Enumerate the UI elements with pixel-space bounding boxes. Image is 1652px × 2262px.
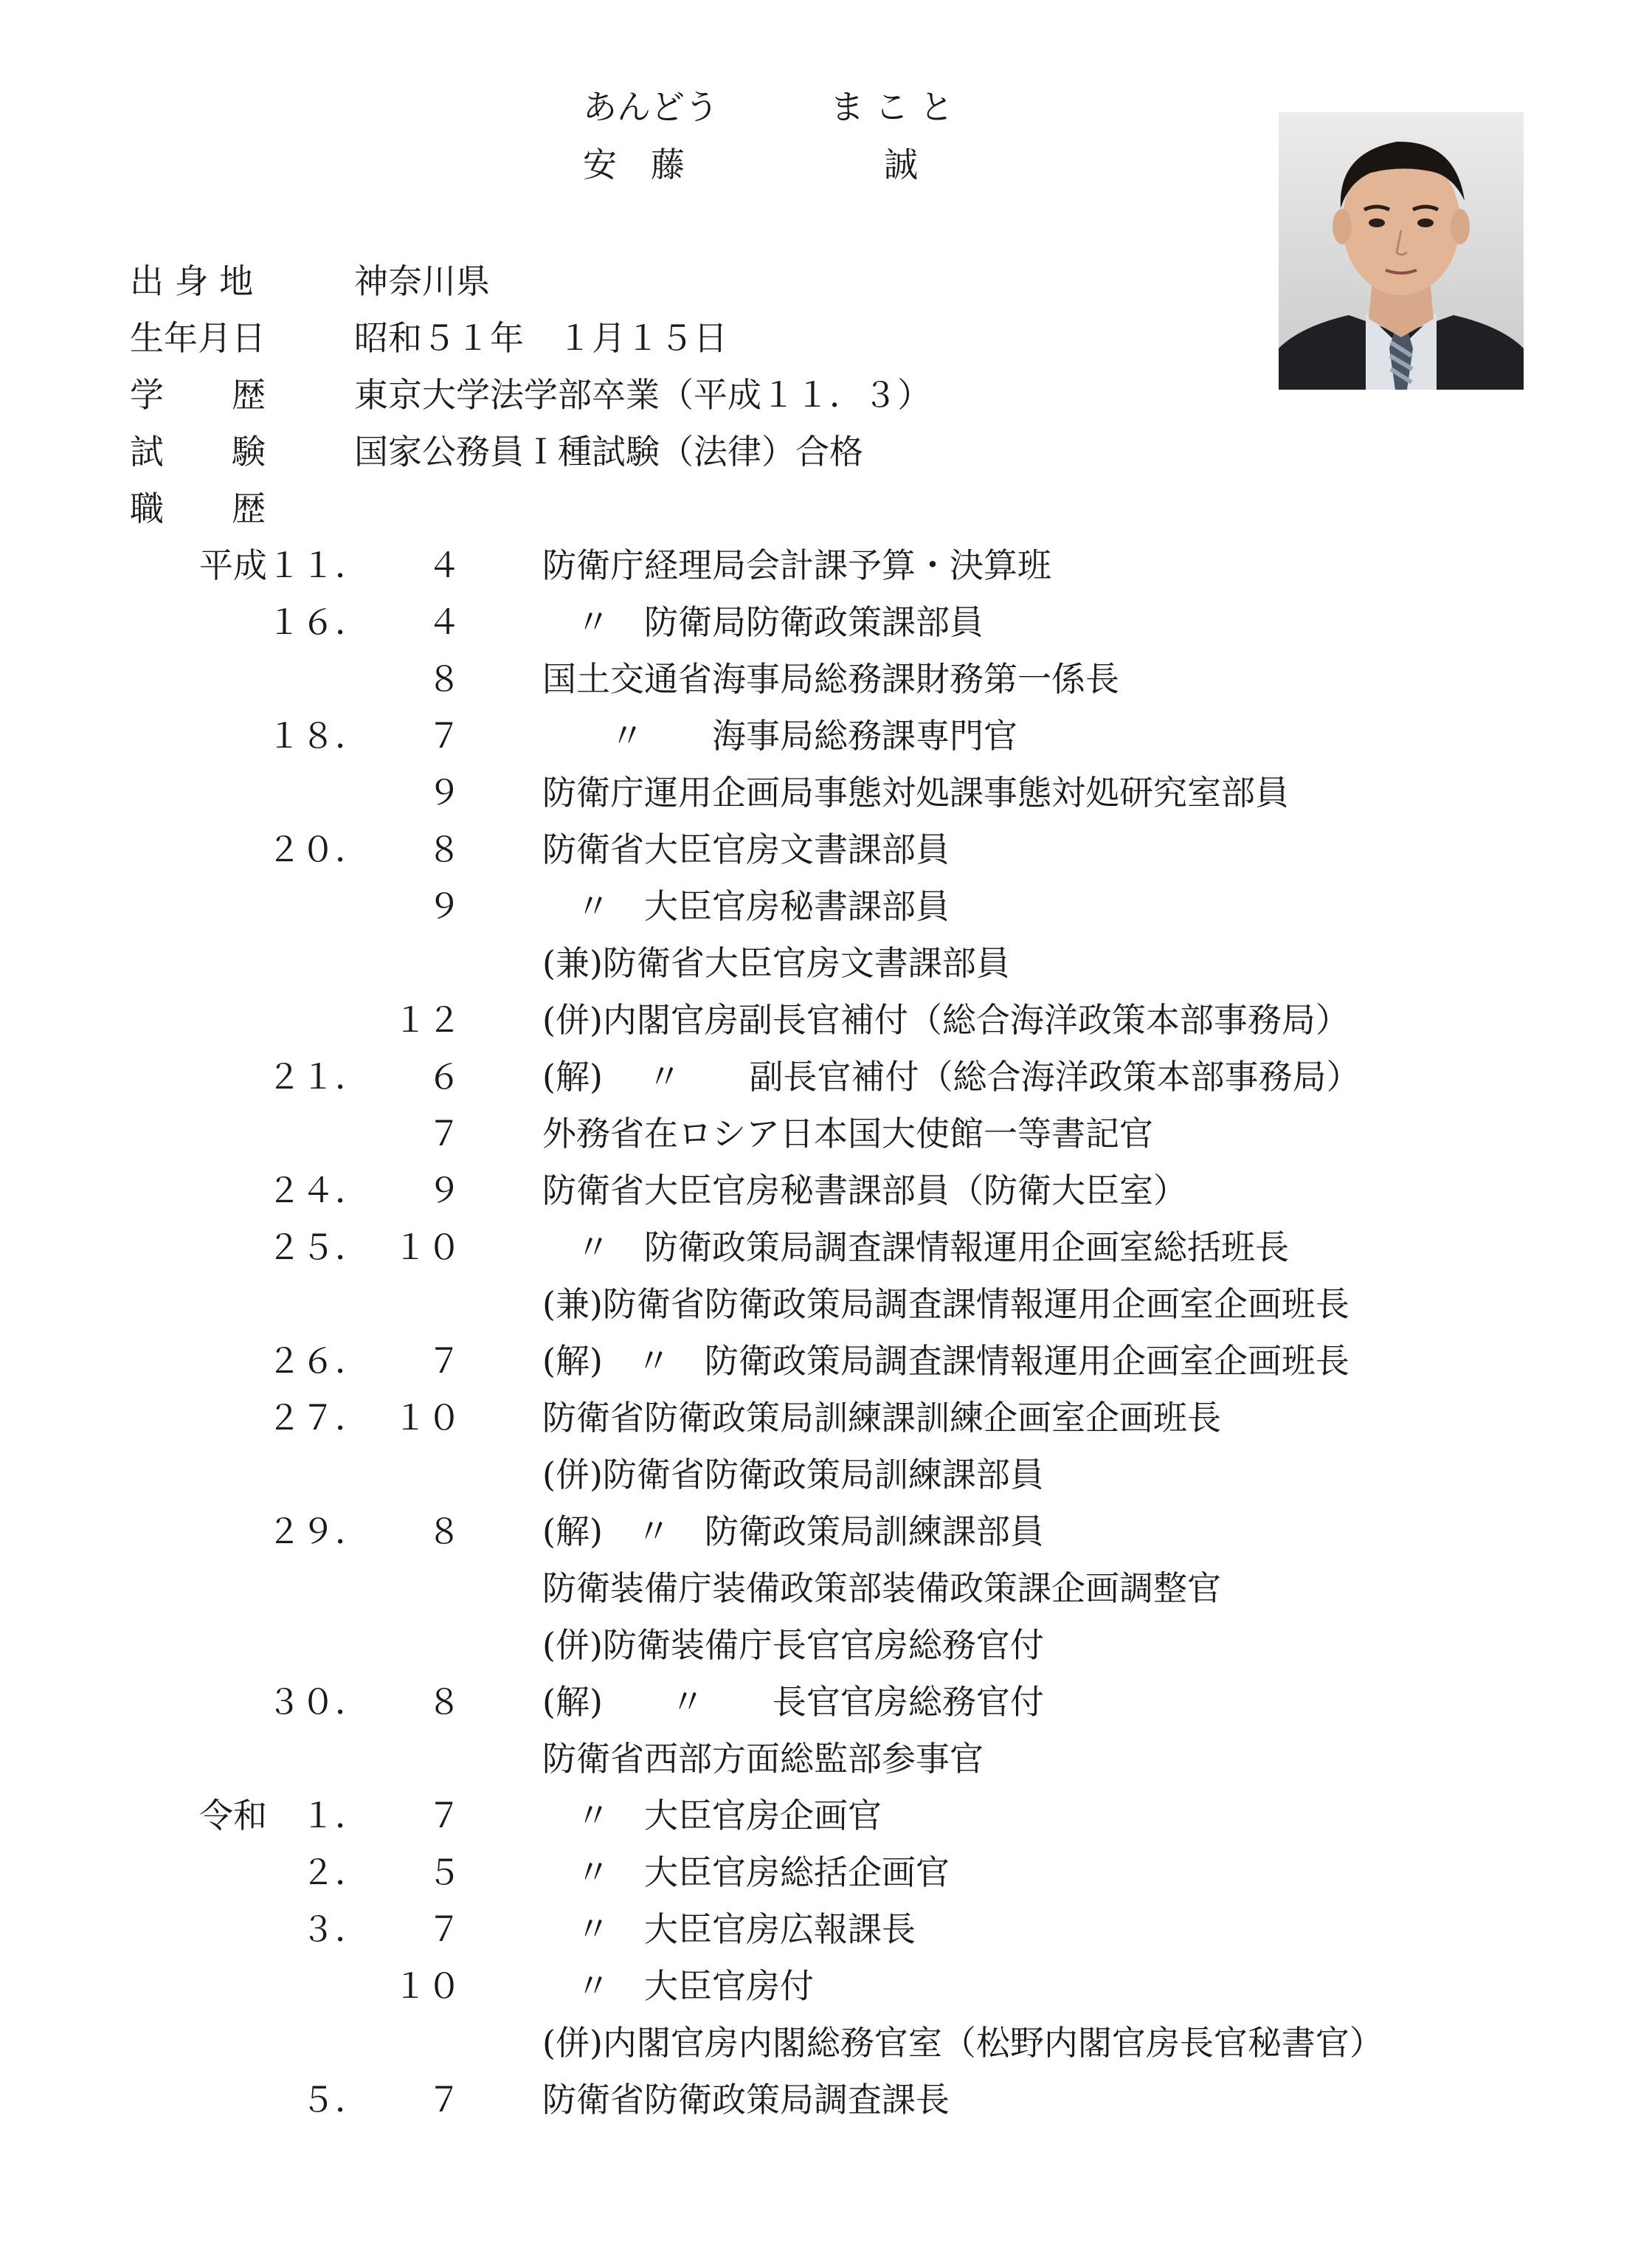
info-value-exam: 国家公務員Ｉ種試験（法律）合格 xyxy=(354,432,863,472)
career-text: 〃 大臣官房広報課長 xyxy=(542,1909,916,1949)
career-month: ８ xyxy=(427,1682,461,1722)
career-year: 令和 １． xyxy=(199,1796,369,1835)
career-month: ９ xyxy=(427,773,461,813)
info-label-education: 学 歴 xyxy=(130,375,266,415)
career-text: 〃 大臣官房総括企画官 xyxy=(542,1852,950,1892)
career-text: (解) 〃 防衛政策局調査課情報運用企画室企画班長 xyxy=(542,1341,1349,1381)
name-kanji-given: 誠 xyxy=(884,145,918,185)
career-text: (併)内閣官房内閣総務官室（松野内閣官房長官秘書官） xyxy=(542,2023,1383,2063)
career-month: ７ xyxy=(427,2080,461,2120)
career-month: １０ xyxy=(393,1398,461,1438)
career-month: ７ xyxy=(427,1796,461,1835)
career-month: １０ xyxy=(393,1227,461,1267)
career-month: ４ xyxy=(427,602,461,642)
career-month: ８ xyxy=(427,659,461,699)
career-year: ２７． xyxy=(267,1398,369,1438)
info-label-exam: 試 験 xyxy=(130,432,266,472)
career-text: (解) 〃 副長官補付（総合海洋政策本部事務局） xyxy=(542,1057,1361,1097)
career-year: ２１． xyxy=(267,1057,369,1097)
career-text: (併)内閣官房副長官補付（総合海洋政策本部事務局） xyxy=(542,1000,1349,1040)
career-text: (解) 〃 長官官房総務官付 xyxy=(542,1682,1044,1722)
career-month: ７ xyxy=(427,716,461,756)
career-text: 防衛省西部方面総監部参事官 xyxy=(542,1739,984,1779)
career-text: 〃 防衛局防衛政策課部員 xyxy=(542,602,984,642)
career-text: (兼)防衛省大臣官房文書課部員 xyxy=(542,943,1010,983)
career-text: 防衛省防衛政策局調査課長 xyxy=(542,2080,950,2120)
career-month: ７ xyxy=(427,1114,461,1154)
name-kana-family: あんどう xyxy=(583,87,719,127)
career-text: 国土交通省海事局総務課財務第一係長 xyxy=(542,659,1119,699)
info-value-education: 東京大学法学部卒業（平成１１．３） xyxy=(354,375,931,415)
career-month: ４ xyxy=(427,545,461,585)
career-text: 〃 大臣官房秘書課部員 xyxy=(542,886,950,926)
career-year: ２４． xyxy=(267,1170,369,1210)
career-text: 〃 大臣官房付 xyxy=(542,1966,814,2006)
info-value-birthdate: 昭和５１年 １月１５日 xyxy=(354,318,727,358)
portrait-photo xyxy=(1279,112,1524,390)
career-text: (併)防衛省防衛政策局訓練課部員 xyxy=(542,1455,1044,1494)
career-month: ７ xyxy=(427,1341,461,1381)
career-year: ２５． xyxy=(267,1227,369,1267)
career-month: ９ xyxy=(427,1170,461,1210)
career-month: ７ xyxy=(427,1909,461,1949)
career-year: ５． xyxy=(301,2080,369,2120)
career-text: (併)防衛装備庁長官官房総務官付 xyxy=(542,1625,1044,1665)
career-text: 防衛省防衛政策局訓練課訓練企画室企画班長 xyxy=(542,1398,1221,1438)
info-label-birthplace: 出 身 地 xyxy=(130,261,254,301)
career-month: ８ xyxy=(427,1511,461,1551)
career-year: ３０． xyxy=(267,1682,369,1722)
career-year: 平成１１． xyxy=(199,545,369,585)
career-year: ３． xyxy=(301,1909,369,1949)
career-month: １０ xyxy=(393,1966,461,2006)
info-label-career: 職 歴 xyxy=(130,489,266,528)
info-label-birthdate: 生年月日 xyxy=(130,318,266,358)
career-text: 〃 海事局総務課専門官 xyxy=(542,716,1017,756)
career-year: ２９． xyxy=(267,1511,369,1551)
career-month: ６ xyxy=(427,1057,461,1097)
career-text: 防衛装備庁装備政策部装備政策課企画調整官 xyxy=(542,1568,1221,1608)
career-month: ５ xyxy=(427,1852,461,1892)
career-month: ８ xyxy=(427,830,461,869)
career-month: ９ xyxy=(427,886,461,926)
career-year: ２． xyxy=(301,1852,369,1892)
career-year: ２６． xyxy=(267,1341,369,1381)
career-month: １２ xyxy=(393,1000,461,1040)
info-value-birthplace: 神奈川県 xyxy=(354,261,490,301)
career-text: 防衛省大臣官房秘書課部員（防衛大臣室） xyxy=(542,1170,1187,1210)
career-text: 防衛省大臣官房文書課部員 xyxy=(542,830,950,869)
career-text: 〃 大臣官房企画官 xyxy=(542,1796,882,1835)
career-year: ２０． xyxy=(267,830,369,869)
career-text: 〃 防衛政策局調査課情報運用企画室総括班長 xyxy=(542,1227,1289,1267)
career-text: 防衛庁運用企画局事態対処課事態対処研究室部員 xyxy=(542,773,1289,813)
career-text: 外務省在ロシア日本国大使館一等書記官 xyxy=(542,1114,1153,1154)
portrait-image xyxy=(1279,112,1524,390)
career-year: １６． xyxy=(267,602,369,642)
name-kana-given: ま こ と xyxy=(830,87,954,127)
career-text: (兼)防衛省防衛政策局調査課情報運用企画室企画班長 xyxy=(542,1284,1349,1324)
career-year: １８． xyxy=(267,716,369,756)
career-text: 防衛庁経理局会計課予算・決算班 xyxy=(542,545,1051,585)
career-text: (解) 〃 防衛政策局訓練課部員 xyxy=(542,1511,1044,1551)
name-kanji-family: 安 藤 xyxy=(583,145,685,185)
